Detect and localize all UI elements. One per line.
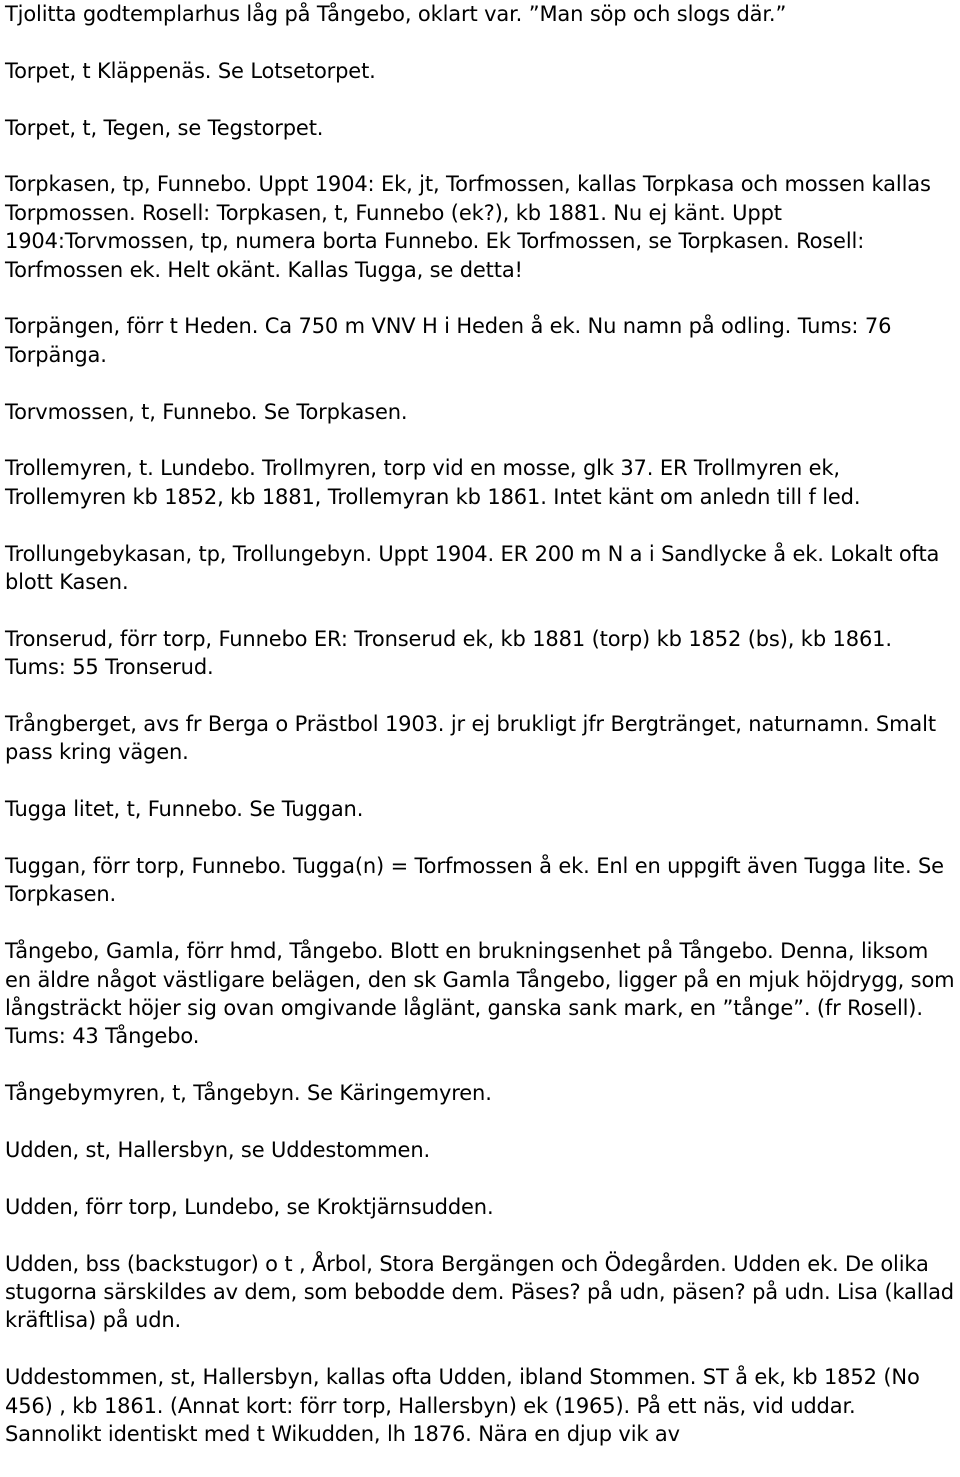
entry-tjolitta-godtemplarhus: Tjolitta godtemplarhus låg på Tångebo, oklart var. ”Man söp och slogs där.” — [5, 2, 787, 26]
entry-udden-hallersbyn: Udden, st, Hallersbyn, se Uddestommen. — [5, 1138, 431, 1163]
entry-torpkasen: Torpkasen, tp, Funnebo. Uppt 1904: Ek, jt, Torfmossen, kallas Torpkasa och mossen kallas Torpmossen. Rosell: Torpkasen, t, Funnebo (ek?), kb 1881. Nu ej känt. Uppt 1904:Torvmossen, tp, numera borta Funnebo. Ek Torfmossen, se Torpkasen. Rosell: Torfmossen ek. Helt okänt. Kallas Tugga, se detta! — [5, 172, 931, 282]
entry-tangebymyren: Tångebymyren, t, Tångebyn. Se Käringemyren. — [5, 1081, 492, 1106]
entry-torpet-tegen: Torpet, t, Tegen, se Tegstorpet. — [5, 115, 324, 140]
entry-tuggan: Tuggan, förr torp, Funnebo. Tugga(n) = Torfmossen å ek. Enl en uppgift även Tugga lite. Se Torpkasen. — [5, 854, 944, 907]
entry-trollungebykasan: Trollungebykasan, tp, Trollungebyn. Uppt 1904. ER 200 m N a i Sandlycke å ek. Lokalt ofta blott Kasen. — [5, 541, 940, 595]
entry-uddestommen: Uddestommen, st, Hallersbyn, kallas ofta Udden, ibland Stommen. ST å ek, kb 1852 (No 456) , kb 1861. (Annat kort: förr torp, Hallersbyn) ek (1965). På ett näs, vid uddar. Sannolikt identiskt med t Wikudden, lh 1876. Nära en djup vik av — [5, 1365, 920, 1447]
entry-udden-arbol: Udden, bss (backstugor) o t , Årbol, Stora Bergängen och Ödegården. Udden ek. De olika stugorna särskildes av dem, som bebodde dem. Päses? på udn, päsen? på udn. Lisa (kallad kräftlisa) på udn. — [5, 1251, 954, 1333]
entry-tangebo-gamla: Tångebo, Gamla, förr hmd, Tångebo. Blott en brukningsenhet på Tångebo. Denna, liksom en äldre något västligare belägen, den sk Gamla Tångebo, ligger på en mjuk höjdrygg, som långsträckt höjer sig ovan omgivande låglänt, ganska sank mark, en ”tånge”. (fr Rosell). Tums: 43 Tångebo. — [5, 939, 955, 1049]
entry-tronserud: Tronserud, förr torp, Funnebo ER: Tronserud ek, kb 1881 (torp) kb 1852 (bs), kb 1861. Tums: 55 Tronserud. — [5, 626, 892, 680]
entry-trangberget: Trångberget, avs fr Berga o Prästbol 1903. jr ej brukligt jfr Bergtränget, naturnamn. Smalt pass kring vägen. — [5, 712, 936, 765]
entry-torpet-klappenas: Torpet, t Kläppenäs. Se Lotsetorpet. — [5, 58, 376, 83]
document-page — [5, 0, 957, 1477]
entry-torpangen: Torpängen, förr t Heden. Ca 750 m VNV H i Heden å ek. Nu namn på odling. Tums: 76 Torpänga. — [5, 314, 892, 367]
entry-torvmossen: Torvmossen, t, Funnebo. Se Torpkasen. — [5, 399, 408, 424]
entry-trollemyren: Trollemyren, t. Lundebo. Trollmyren, torp vid en mosse, glk 37. ER Trollmyren ek, Trollemyren kb 1852, kb 1881, Trollemyran kb 1861. Intet känt om anledn till f led. — [5, 456, 861, 509]
entry-udden-lundebo: Udden, förr torp, Lundebo, se Kroktjärnsudden. — [5, 1194, 494, 1219]
entry-tugga-litet: Tugga litet, t, Funnebo. Se Tuggan. — [5, 797, 364, 822]
